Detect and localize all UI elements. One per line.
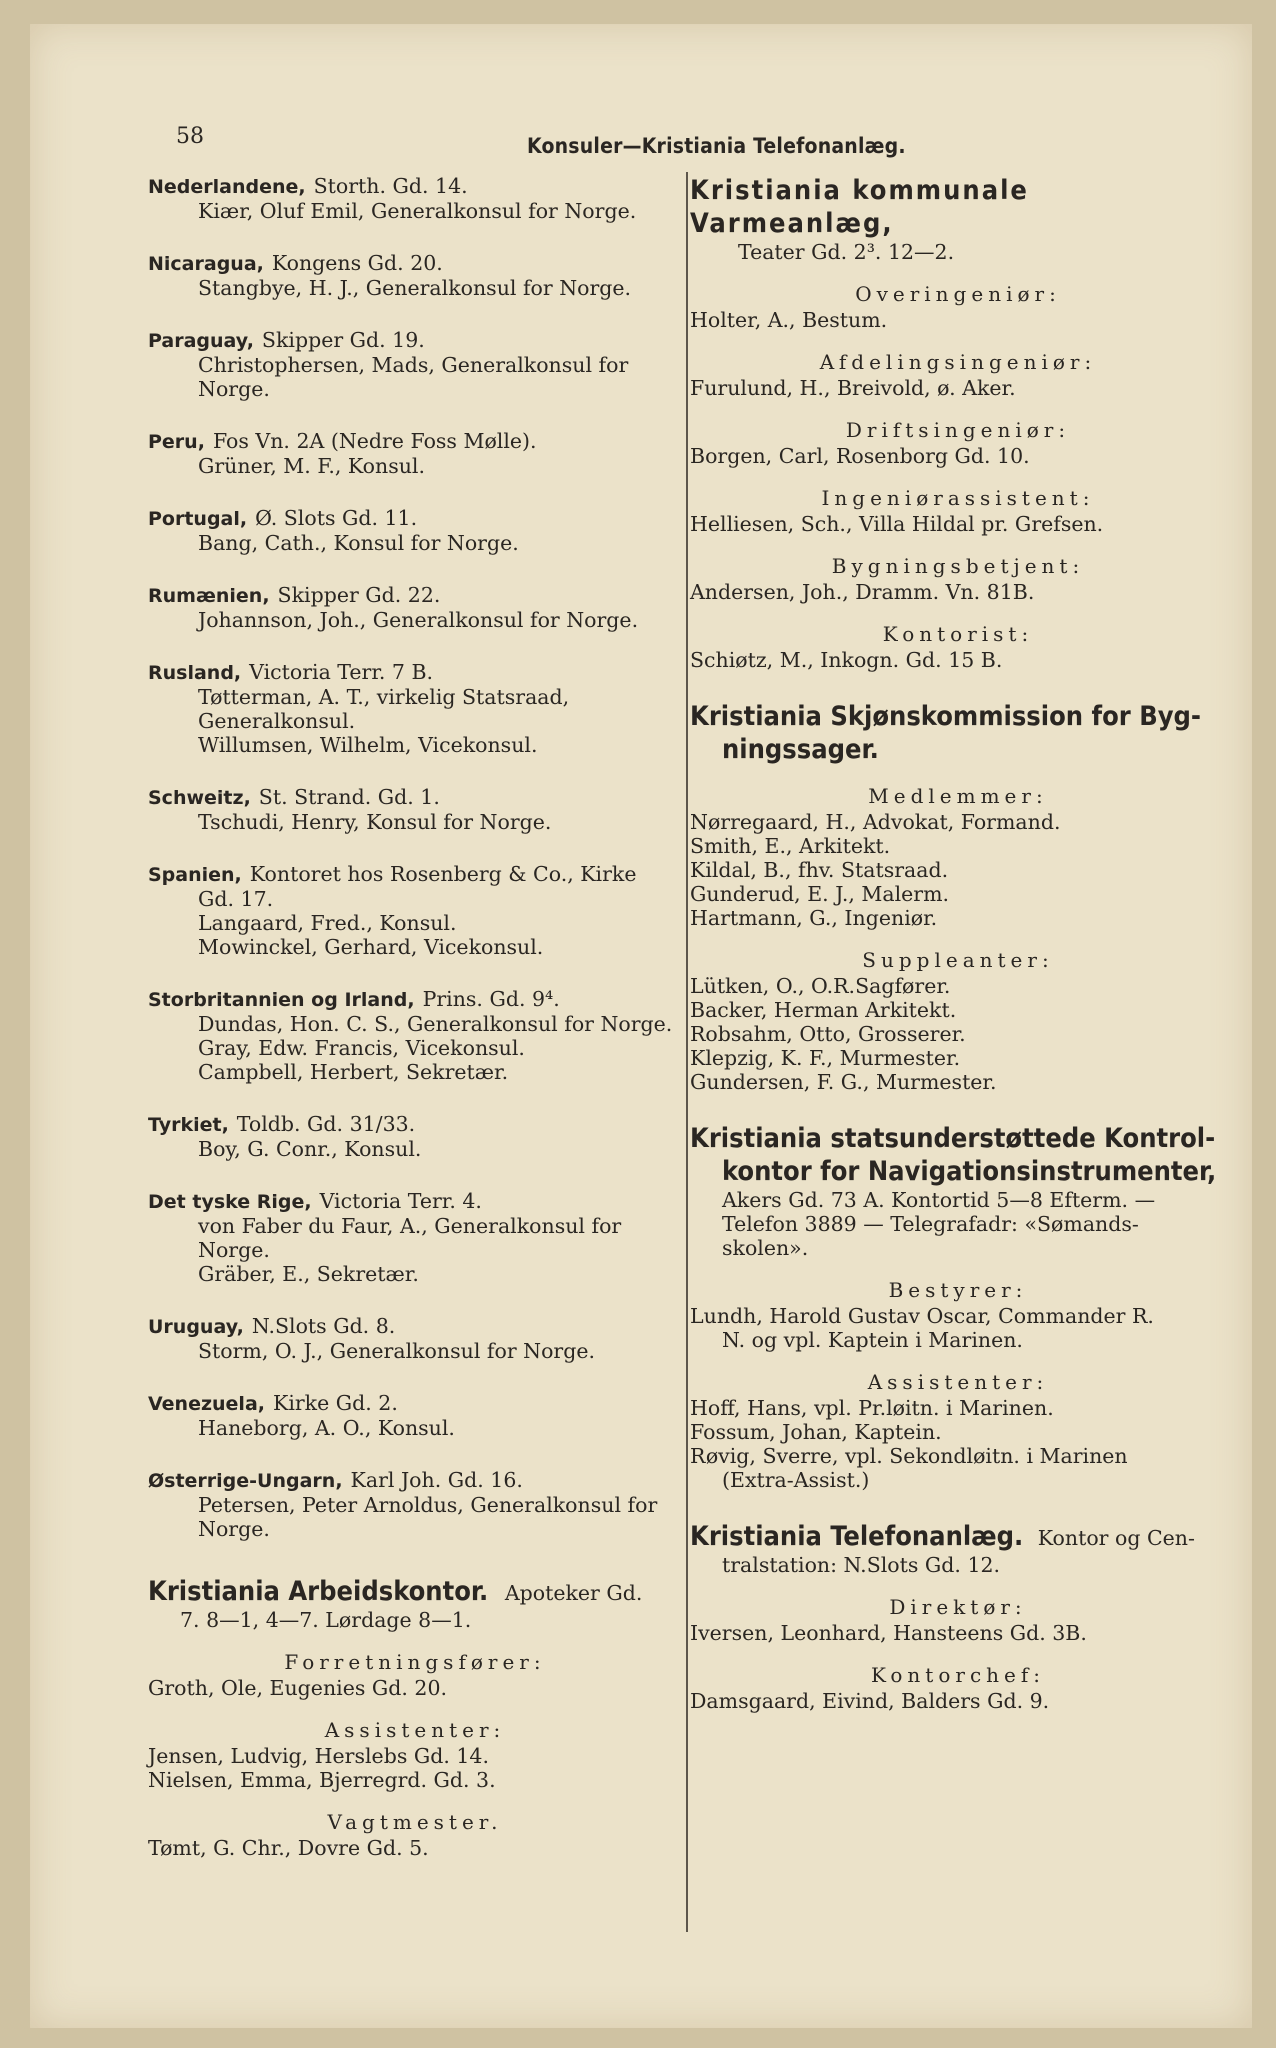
left-column xyxy=(148,174,682,1876)
column-divider xyxy=(686,172,688,1932)
consul-person-line: Tøtterman, A. T., virkelig Statsraad, xyxy=(198,685,570,709)
person-line: Iversen, Leonhard, Hansteens Gd. 3B. xyxy=(690,1621,1087,1645)
consul-entry xyxy=(148,251,682,300)
person-line: Fossum, Johan, Kaptein. xyxy=(690,1420,942,1444)
person-line: Nørregaard, H., Advokat, Formand. xyxy=(690,810,1061,834)
country-name: Schweitz, xyxy=(148,787,251,809)
role-heading: Kontorchef: xyxy=(870,1663,1046,1687)
running-title: Konsuler—Kristiania Telefonanlæg. xyxy=(527,134,906,158)
page-number: 58 xyxy=(176,124,204,149)
telefon-info2: tralstation: N.Slots Gd. 12. xyxy=(722,1553,1001,1577)
consul-heading-line xyxy=(148,987,682,1012)
person-line: Smith, E., Arkitekt. xyxy=(690,834,891,858)
country-name: Østerrige-Ungarn, xyxy=(148,1470,343,1492)
consul-person-line: Generalkonsul. xyxy=(198,709,356,733)
consul-address: Prins. Gd. 9⁴. xyxy=(422,987,560,1011)
country-name: Rumænien, xyxy=(148,585,270,607)
consul-entry xyxy=(148,328,682,401)
country-name: Uruguay, xyxy=(148,1316,244,1338)
consul-heading-line xyxy=(148,1468,682,1493)
person-line: Damsgaard, Eivind, Balders Gd. 9. xyxy=(690,1689,1050,1713)
role-heading: Kontorist: xyxy=(882,622,1034,646)
consul-person-line: Norge. xyxy=(198,377,270,401)
person-line: Hartmann, G., Ingeniør. xyxy=(690,906,938,930)
person-line: Schiøtz, M., Inkogn. Gd. 15 B. xyxy=(690,648,1003,672)
country-name: Det tyske Rige, xyxy=(148,1191,312,1213)
consul-heading-line xyxy=(148,251,682,276)
consul-person-line: Tschudi, Henry, Konsul for Norge. xyxy=(198,810,552,834)
person-line: Lundh, Harold Gustav Oscar, Commander R. xyxy=(690,1304,1154,1328)
consul-entry xyxy=(148,660,682,757)
consul-entry xyxy=(148,1189,682,1286)
varmeanlaeg-title: Kristiania kommunale Varmeanlæg, xyxy=(690,175,1029,239)
telefonanlaeg-section xyxy=(690,1520,1226,1713)
country-name: Storbritannien og Irland, xyxy=(148,989,415,1011)
kontrol-info-1: Akers Gd. 73 A. Kontortid 5—8 Efterm. — xyxy=(722,1188,1156,1212)
person-line: Gunderud, E. J., Malerm. xyxy=(690,882,950,906)
consul-person-line: Johannson, Joh., Generalkonsul for Norge. xyxy=(198,608,639,632)
telefon-roles xyxy=(690,1595,1226,1713)
consul-heading-line xyxy=(148,506,682,531)
consul-list xyxy=(148,174,682,1541)
role-heading: Afdelingsingeniør: xyxy=(819,350,1097,374)
skjon-title-2: ningssager. xyxy=(722,734,879,765)
role-heading: Overingeniør: xyxy=(855,282,1061,306)
country-name: Rusland, xyxy=(148,662,242,684)
consul-address: Victoria Terr. 4. xyxy=(319,1189,482,1213)
skjon-title-1: Kristiania Skjønskommission for Byg- xyxy=(690,701,1202,732)
consul-person-line: Boy, G. Conr., Konsul. xyxy=(198,1137,422,1161)
consul-person-line: Gd. 17. xyxy=(198,887,274,911)
consul-heading-line xyxy=(148,1391,682,1416)
arbeidskontor-info1: Apoteker Gd. xyxy=(504,1581,643,1605)
consul-entry xyxy=(148,429,682,478)
country-name: Venezuela, xyxy=(148,1393,265,1415)
right-column xyxy=(690,174,1226,1729)
consul-address: Skipper Gd. 19. xyxy=(261,328,425,352)
consul-person-line: Grüner, M. F., Konsul. xyxy=(198,454,426,478)
role-heading: Bestyrer: xyxy=(888,1278,1028,1302)
consul-person-line: Storm, O. J., Generalkonsul for Norge. xyxy=(198,1339,595,1363)
country-name: Portugal, xyxy=(148,508,248,530)
consul-person-line: Bang, Cath., Konsul for Norge. xyxy=(198,531,519,555)
person-line: Helliesen, Sch., Villa Hildal pr. Grefsen. xyxy=(690,512,1104,536)
person-line: (Extra-Assist.) xyxy=(722,1468,870,1492)
consul-entry xyxy=(148,1112,682,1161)
skjon-roles xyxy=(690,784,1226,1094)
person-line: Robsahm, Otto, Grosserer. xyxy=(690,1022,966,1046)
person-line: Kildal, B., fhv. Statsraad. xyxy=(690,858,949,882)
consul-person-line: von Faber du Faur, A., Generalkonsul for xyxy=(198,1214,622,1238)
person-line: Andersen, Joh., Dramm. Vn. 81B. xyxy=(690,580,1035,604)
consul-entry xyxy=(148,174,682,223)
role-heading: Assistenter: xyxy=(867,1370,1049,1394)
consul-person-line: Dundas, Hon. C. S., Generalkonsul for Norge. xyxy=(198,1012,673,1036)
consul-entry xyxy=(148,862,682,959)
arbeidskontor-section xyxy=(148,1575,682,1860)
kontrol-info-2: Telefon 3889 — Telegrafadr: «Sømands- xyxy=(722,1212,1139,1236)
consul-entry xyxy=(148,1391,682,1440)
role-heading: Direktør: xyxy=(889,1595,1027,1619)
consul-address: Fos Vn. 2A (Nedre Foss Mølle). xyxy=(212,429,537,453)
skjonskommission-section xyxy=(690,700,1226,1094)
consul-heading-line xyxy=(148,583,682,608)
kontrol-roles xyxy=(690,1278,1226,1492)
consul-address: Karl Joh. Gd. 16. xyxy=(350,1468,523,1492)
consul-entry xyxy=(148,506,682,555)
consul-person-line: Langaard, Fred., Konsul. xyxy=(198,911,457,935)
person-line: Gundersen, F. G., Murmester. xyxy=(690,1070,997,1094)
consul-address: Toldb. Gd. 31/33. xyxy=(236,1112,416,1136)
country-name: Peru, xyxy=(148,431,205,453)
person-line: N. og vpl. Kaptein i Marinen. xyxy=(722,1328,1023,1352)
consul-address: Kontoret hos Rosenberg & Co., Kirke xyxy=(249,862,637,886)
person-line: Borgen, Carl, Rosenborg Gd. 10. xyxy=(690,444,1030,468)
role-heading: Forretningsfører: xyxy=(284,1650,546,1674)
country-name: Nederlandene, xyxy=(148,176,306,198)
consul-address: St. Strand. Gd. 1. xyxy=(258,785,440,809)
consul-person-line: Gray, Edw. Francis, Vicekonsul. xyxy=(198,1036,525,1060)
telefon-info1: Kontor og Cen- xyxy=(1037,1526,1195,1550)
role-heading: Driftsingeniør: xyxy=(845,418,1071,442)
person-line: Groth, Ole, Eugenies Gd. 20. xyxy=(148,1676,448,1700)
consul-address: Storth. Gd. 14. xyxy=(313,174,468,198)
consul-address: Victoria Terr. 7 B. xyxy=(249,660,434,684)
consul-address: Ø. Slots Gd. 11. xyxy=(255,506,418,530)
consul-address: Kirke Gd. 2. xyxy=(273,1391,398,1415)
country-name: Tyrkiet, xyxy=(148,1114,229,1136)
kontrolkontor-section xyxy=(690,1122,1226,1492)
person-line: Holter, A., Bestum. xyxy=(690,308,888,332)
varmeanlaeg-roles xyxy=(690,282,1226,672)
kontrol-title-1: Kristiania statsunderstøttede Kontrol- xyxy=(690,1123,1216,1154)
consul-heading-line xyxy=(148,1112,682,1137)
country-name: Nicaragua, xyxy=(148,253,264,275)
person-line: Lütken, O., O.R.Sagfører. xyxy=(690,974,951,998)
role-heading: Suppleanter: xyxy=(862,948,1054,972)
person-line: Klepzig, K. F., Murmester. xyxy=(690,1046,961,1070)
country-name: Paraguay, xyxy=(148,330,254,352)
arbeidskontor-info2: 7. 8—1, 4—7. Lørdage 8—1. xyxy=(180,1608,472,1632)
consul-person-line: Haneborg, A. O., Konsul. xyxy=(198,1416,455,1440)
country-name: Spanien, xyxy=(148,864,242,886)
consul-heading-line xyxy=(148,660,682,685)
role-heading: Vagtmester. xyxy=(327,1810,503,1834)
consul-entry xyxy=(148,987,682,1084)
person-line: Røvig, Sverre, vpl. Sekondløitn. i Marinen xyxy=(690,1444,1128,1468)
consul-heading-line xyxy=(148,1314,682,1339)
person-line: Jensen, Ludvig, Herslebs Gd. 14. xyxy=(148,1744,489,1768)
consul-person-line: Petersen, Peter Arnoldus, Generalkonsul for xyxy=(198,1493,658,1517)
consul-heading-line xyxy=(148,174,682,199)
consul-person-line: Kiær, Oluf Emil, Generalkonsul for Norge. xyxy=(198,199,637,223)
person-line: Nielsen, Emma, Bjerregrd. Gd. 3. xyxy=(148,1768,496,1792)
consul-entry xyxy=(148,1314,682,1363)
consul-entry xyxy=(148,785,682,834)
consul-person-line: Norge. xyxy=(198,1517,270,1541)
person-line: Backer, Herman Arkitekt. xyxy=(690,998,957,1022)
consul-address: N.Slots Gd. 8. xyxy=(251,1314,396,1338)
role-heading: Bygningsbetjent: xyxy=(831,554,1085,578)
role-heading: Ingeniørassistent: xyxy=(821,486,1095,510)
consul-heading-line xyxy=(148,429,682,454)
consul-address: Skipper Gd. 22. xyxy=(277,583,441,607)
consul-person-line: Gräber, E., Sekretær. xyxy=(198,1262,419,1286)
consul-heading-line xyxy=(148,1189,682,1214)
consul-address: Kongens Gd. 20. xyxy=(271,251,443,275)
kontrol-title-2: kontor for Navigationsinstrumenter, xyxy=(722,1156,1217,1187)
consul-person-line: Stangbye, H. J., Generalkonsul for Norge. xyxy=(198,276,632,300)
consul-heading-line xyxy=(148,862,682,887)
person-line: Tømt, G. Chr., Dovre Gd. 5. xyxy=(148,1836,429,1860)
consul-entry xyxy=(148,1468,682,1541)
varmeanlaeg-info: Teater Gd. 2³. 12—2. xyxy=(738,240,955,264)
role-heading: Assistenter: xyxy=(324,1718,506,1742)
consul-person-line: Norge. xyxy=(198,1238,270,1262)
consul-heading-line xyxy=(148,785,682,810)
person-line: Hoff, Hans, vpl. Pr.løitn. i Marinen. xyxy=(690,1396,1054,1420)
consul-person-line: Mowinckel, Gerhard, Vicekonsul. xyxy=(198,935,544,959)
arbeidskontor-title: Kristiania Arbeidskontor. xyxy=(148,1576,489,1607)
varmeanlaeg-section xyxy=(690,174,1226,672)
consul-heading-line xyxy=(148,328,682,353)
role-heading: Medlemmer: xyxy=(868,784,1048,808)
consul-person-line: Campbell, Herbert, Sekretær. xyxy=(198,1060,509,1084)
consul-person-line: Christophersen, Mads, Generalkonsul for xyxy=(198,353,629,377)
consul-entry xyxy=(148,583,682,632)
person-line: Furulund, H., Breivold, ø. Aker. xyxy=(690,376,1016,400)
telefon-title: Kristiania Telefonanlæg. xyxy=(690,1521,1024,1552)
kontrol-info-3: skolen». xyxy=(722,1236,809,1260)
consul-person-line: Willumsen, Wilhelm, Vicekonsul. xyxy=(198,733,538,757)
